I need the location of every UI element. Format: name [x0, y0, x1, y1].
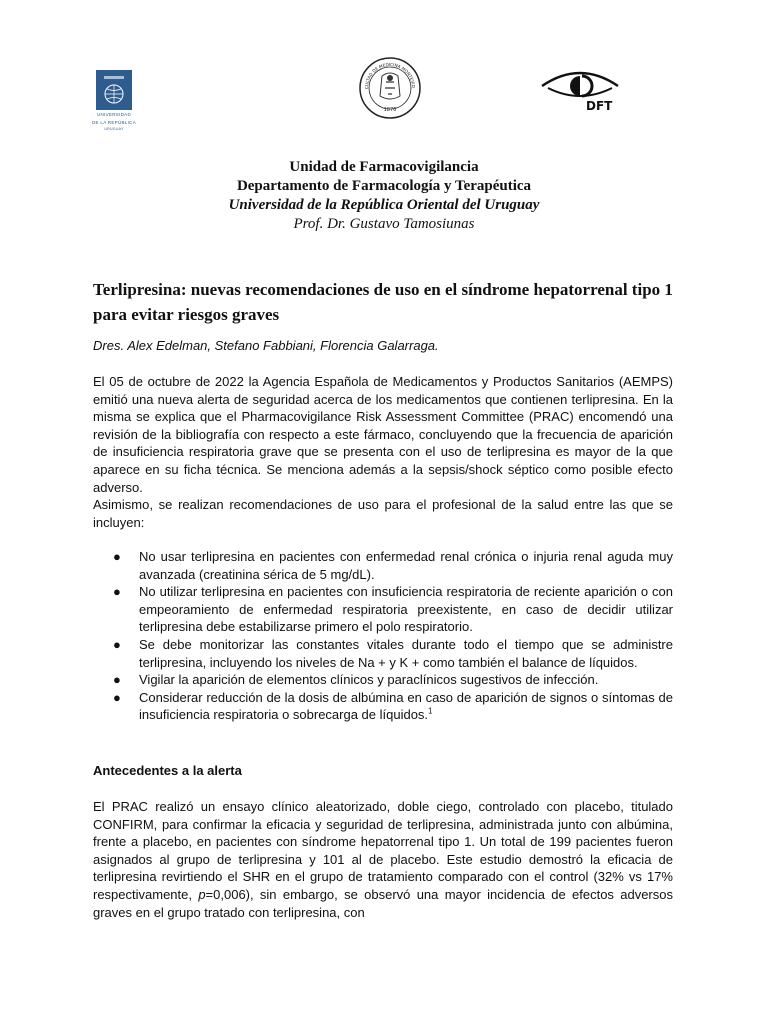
svg-text:FACULTAD DE MEDICINA MONTEVIDE: CULTAD DE MEDICINA MONTEVID: [363, 61, 417, 90]
list-item: [93, 671, 673, 689]
list-item-text: Se debe monitorizar las constantes vitales durante todo el tiempo que se administre terlipresina, incluyendo los niveles de Na + y K + como también el balance de líquidos.: [139, 636, 673, 670]
professor-name: Prof. Dr. Gustavo Tamosiunas: [293, 216, 475, 232]
university-name: Universidad de la República Oriental del Uruguay: [228, 197, 540, 213]
university-logo-line: UNIVERSIDAD: [96, 112, 132, 117]
p-value-symbol: p: [198, 886, 206, 902]
section-heading: Antecedentes a la alerta: [93, 763, 242, 778]
university-shield-icon: [96, 70, 132, 110]
recommendations-list: [93, 548, 673, 724]
list-item: [93, 689, 673, 724]
list-item-text: Vigilar la aparición de elementos clínicos y paraclínicos sugestivos de infección.: [139, 672, 599, 688]
institution-header: [0, 158, 768, 234]
list-item-text-main: Considerar reducción de la dosis de albúmina en caso de aparición de signos o síntomas de insuficiencia respiratoria o sobrecarga de líquidos.: [139, 689, 673, 723]
university-logo-line: URUGUAY: [104, 127, 124, 131]
list-item-text: [139, 689, 673, 724]
bullet-icon: ●: [113, 636, 121, 652]
article-title: Terlipresina: nuevas recomendaciones de uso en el síndrome hepatorrenal tipo 1 para evitar riesgos graves: [93, 280, 673, 324]
intro-section: [93, 373, 673, 531]
eye-icon: [540, 66, 620, 112]
university-logo-line: DE LA REPÚBLICA: [91, 119, 136, 125]
bullet-icon: ●: [113, 689, 121, 705]
background-text-b: =0,006), sin embargo, se observó una mayor incidencia de efectos adversos graves en el grupo tratado con terlipresina, con: [93, 886, 673, 920]
intro-paragraph-1: El 05 de octubre de 2022 la Agencia Española de Medicamentos y Productos Sanitarios (AEMPS) emitió una nueva alerta de seguridad acerca de los medicamentos que contienen terlipresina. En la misma se explica que el Pharmacovigilance Risk Assessment Committee (PRAC) encomendó una revisión de la bibliografía con respecto a este fármaco, concluyendo que la frecuencia de aparición de insuficiencia respiratoria grave que se presenta con el uso de terlipresina es mayor de la que aparece en su ficha técnica. Se menciona además a la sepsis/shock séptico como posible efecto adverso.: [93, 374, 673, 495]
intro-paragraph-2: Asimismo, se realizan recomendaciones de uso para el profesional de la salud entre las que se incluyen:: [93, 497, 673, 530]
department-name: Departamento de Farmacología y Terapéutica: [236, 178, 532, 194]
bullet-icon: ●: [113, 672, 121, 688]
faculty-seal-logo: [358, 56, 422, 125]
background-text-a: El PRAC realizó un ensayo clínico aleatorizado, doble ciego, controlado con placebo, titulado CONFIRM, para confirmar la eficacia y seguridad de terlipresina, administrada junto con albúmina, frente a placebo, en pacientes con síndrome hepatorrenal tipo 1. Un total de 199 pacientes fueron asignados al grupo de terlipresina y 101 al de placebo. Este estudio demostró la eficacia de terlipresina revirtiendo el SHR en el grupo de tratamiento comparado con el control (32% vs 17% respectivamente,: [93, 799, 673, 902]
background-paragraph: [93, 798, 673, 921]
footnote-reference: 1: [428, 707, 433, 717]
faculty-seal-icon: [358, 56, 422, 120]
university-logo: [86, 70, 142, 133]
svg-text:DFT: DFT: [586, 99, 613, 112]
bullet-icon: ●: [113, 549, 121, 564]
list-item-text: No utilizar terlipresina en pacientes con insuficiencia respiratoria de reciente aparición o con empeoramiento de enfermedad respiratoria preexistente, en caso de decidir utilizar terlipresina debe estabilizarse primero el polo respiratorio.: [139, 584, 673, 635]
unit-name: Unidad de Farmacovigilancia: [289, 159, 479, 175]
svg-text:1876: 1876: [383, 107, 397, 113]
list-item: [93, 583, 673, 636]
article-authors: Dres. Alex Edelman, Stefano Fabbiani, Florencia Galarraga.: [93, 338, 439, 353]
background-section: [93, 798, 673, 921]
list-item: [93, 636, 673, 671]
department-logo: [540, 66, 620, 117]
list-item: [93, 548, 673, 583]
list-item-text: No usar terlipresina en pacientes con enfermedad renal crónica o injuria renal aguda muy avanzada (creatinina sérica de 5 mg/dL).: [139, 549, 673, 582]
bullet-icon: ●: [113, 584, 121, 600]
